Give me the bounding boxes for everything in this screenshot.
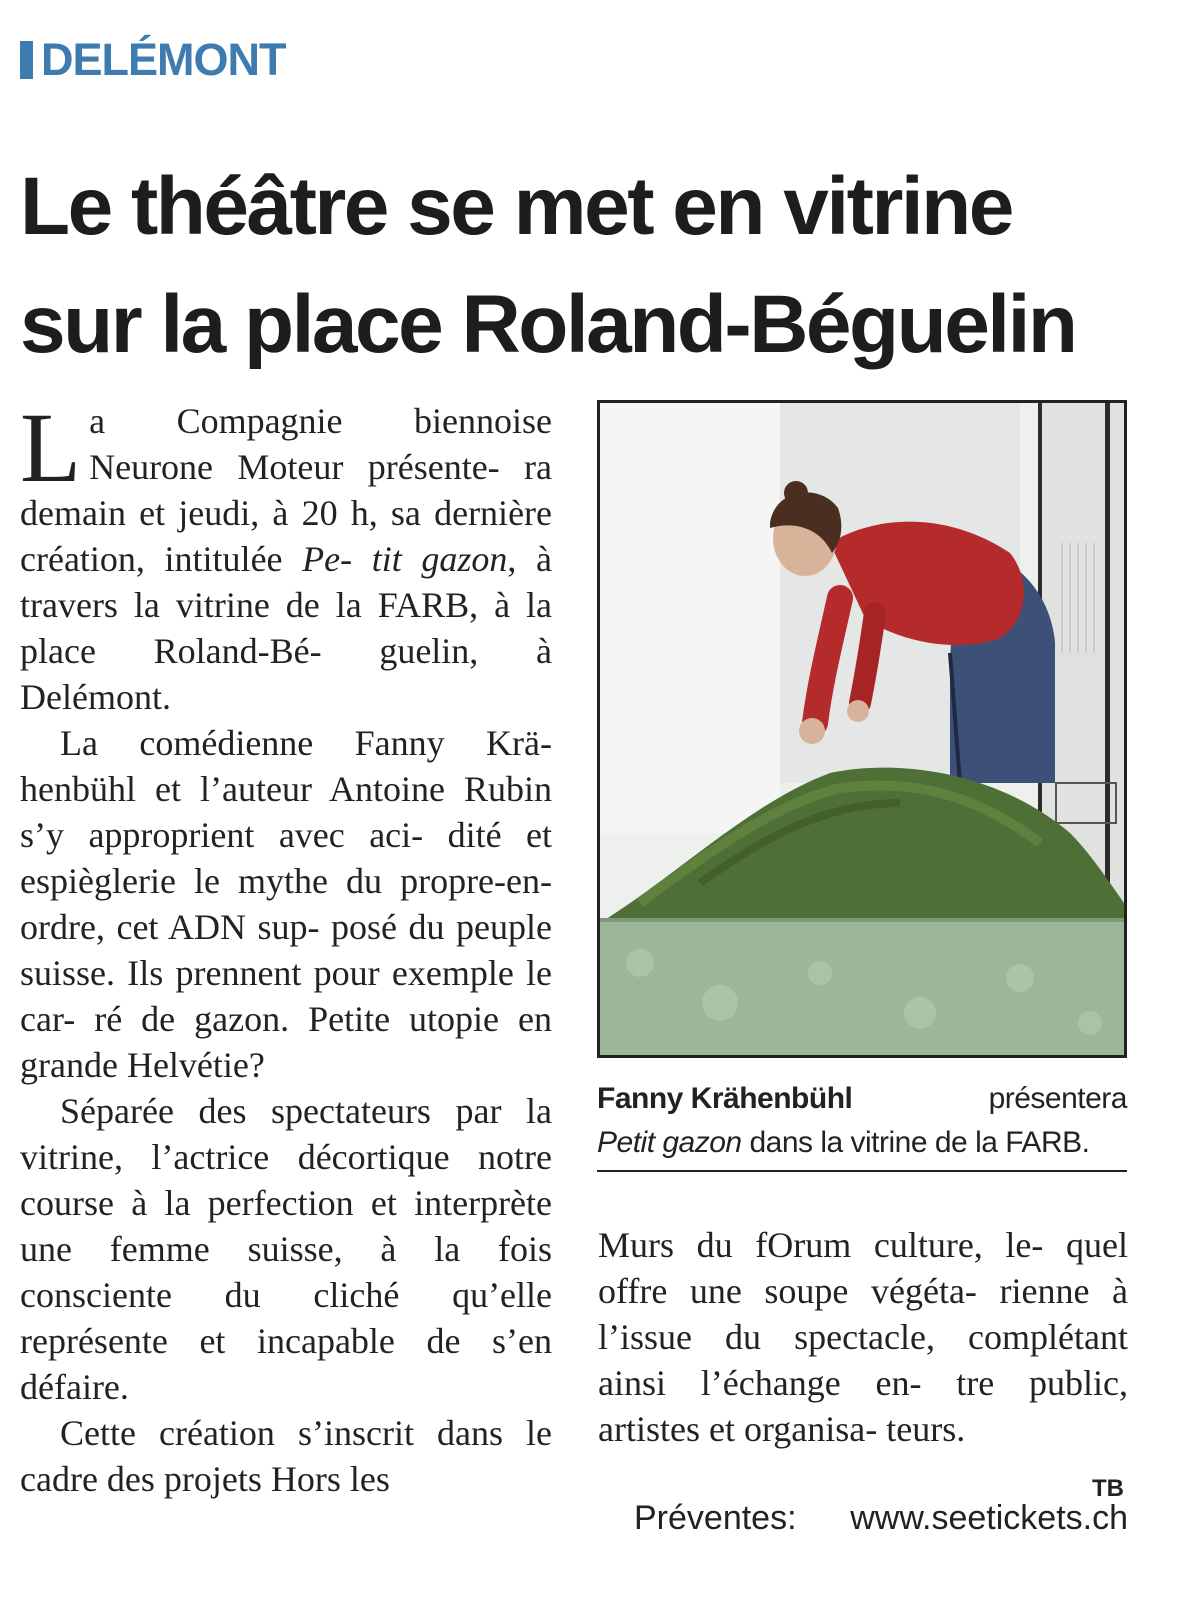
paragraph-continued	[598, 1222, 1128, 1452]
text-line: posé du peuple suisse. Ils	[20, 907, 553, 993]
article-photo	[597, 400, 1127, 1058]
text-line: complétant ainsi l’échange en-	[598, 1317, 1128, 1403]
article-left-column	[20, 392, 553, 1502]
paragraph-2	[20, 720, 552, 1088]
text-line: propre-en-ordre, cet ADN sup-	[20, 861, 552, 947]
show-title-fragment: tit gazon	[371, 539, 508, 579]
photo-illustration	[600, 403, 1124, 1055]
drop-cap: L	[20, 392, 82, 503]
text-line: La comédienne Fanny Krä-	[60, 723, 552, 763]
text-line: ré de gazon. Petite utopie en	[94, 999, 553, 1039]
text-line: a Compagnie biennoise	[89, 401, 552, 441]
caption-line-1	[597, 1077, 1127, 1121]
show-title-fragment: Pe-	[302, 539, 353, 579]
author-initials: TB	[1092, 1475, 1124, 1502]
caption-verb: présentera	[988, 1082, 1127, 1115]
text-line: tre public, artistes et organisa-	[598, 1363, 1128, 1449]
text-line: Cette création s’inscrit dans	[60, 1413, 503, 1453]
text-line: interprète une femme suisse,	[20, 1183, 553, 1269]
caption-line-2	[597, 1121, 1127, 1165]
text-line: rienne à l’issue du spectacle,	[598, 1271, 1129, 1357]
text-line: henbühl et l’auteur Antoine	[20, 769, 445, 809]
text-line: Séparée des spectateurs par	[60, 1091, 502, 1131]
text-line: dité et espièglerie le mythe du	[20, 815, 552, 901]
section-header	[20, 34, 286, 86]
text-line: Neurone Moteur présente-	[89, 447, 500, 487]
caption-name: Fanny Krähenbühl	[597, 1082, 853, 1115]
paragraph-1	[20, 392, 553, 720]
section-label: DELÉMONT	[41, 34, 286, 85]
paragraph-3	[20, 1088, 552, 1410]
headline-line-1: Le théâtre se met en vitrine	[20, 161, 1012, 252]
paragraph-4	[20, 1410, 552, 1502]
presale-url: www.seetickets.ch	[850, 1499, 1128, 1537]
caption-show-title: Petit gazon	[597, 1126, 742, 1159]
text-line: qu’elle représente et incapable	[20, 1275, 553, 1361]
text-line: quel offre une soupe végéta-	[598, 1225, 1128, 1311]
text-line: de s’en défaire.	[20, 1321, 552, 1407]
text-line: prennent pour exemple le car-	[20, 953, 553, 1039]
text-line: dernière création, intitulée	[20, 493, 553, 579]
text-line: la vitrine, l’actrice décortique	[20, 1091, 553, 1177]
text-line: la FARB, à la place Roland-Bé-	[20, 585, 553, 671]
text-line: grande Helvétie?	[20, 1045, 265, 1085]
text-line: guelin, à Delémont.	[20, 631, 552, 717]
text-line: Murs du fOrum culture, le-	[598, 1225, 1044, 1265]
photo-caption	[597, 1077, 1127, 1165]
text-line: le cadre des projets Hors les	[20, 1413, 553, 1499]
headline-line-2: sur la place Roland-Béguelin	[20, 279, 1076, 370]
text-line: à la fois consciente du cliché	[20, 1229, 553, 1315]
headline	[20, 148, 1170, 384]
caption-rest: dans la vitrine de la FARB.	[741, 1126, 1090, 1159]
text-line: Rubin s’y approprient avec aci-	[20, 769, 552, 855]
text-line: teurs.	[886, 1409, 966, 1449]
presale-info	[634, 1499, 1128, 1538]
text-line: , à travers la vitrine de	[20, 539, 552, 625]
caption-divider	[597, 1170, 1127, 1172]
section-marker	[20, 41, 33, 79]
article-right-column	[598, 1222, 1128, 1452]
presale-label: Préventes:	[634, 1499, 797, 1537]
text-line: ra demain et jeudi, à 20 h, sa	[20, 447, 552, 533]
text-line: notre course à la perfection et	[20, 1137, 553, 1223]
